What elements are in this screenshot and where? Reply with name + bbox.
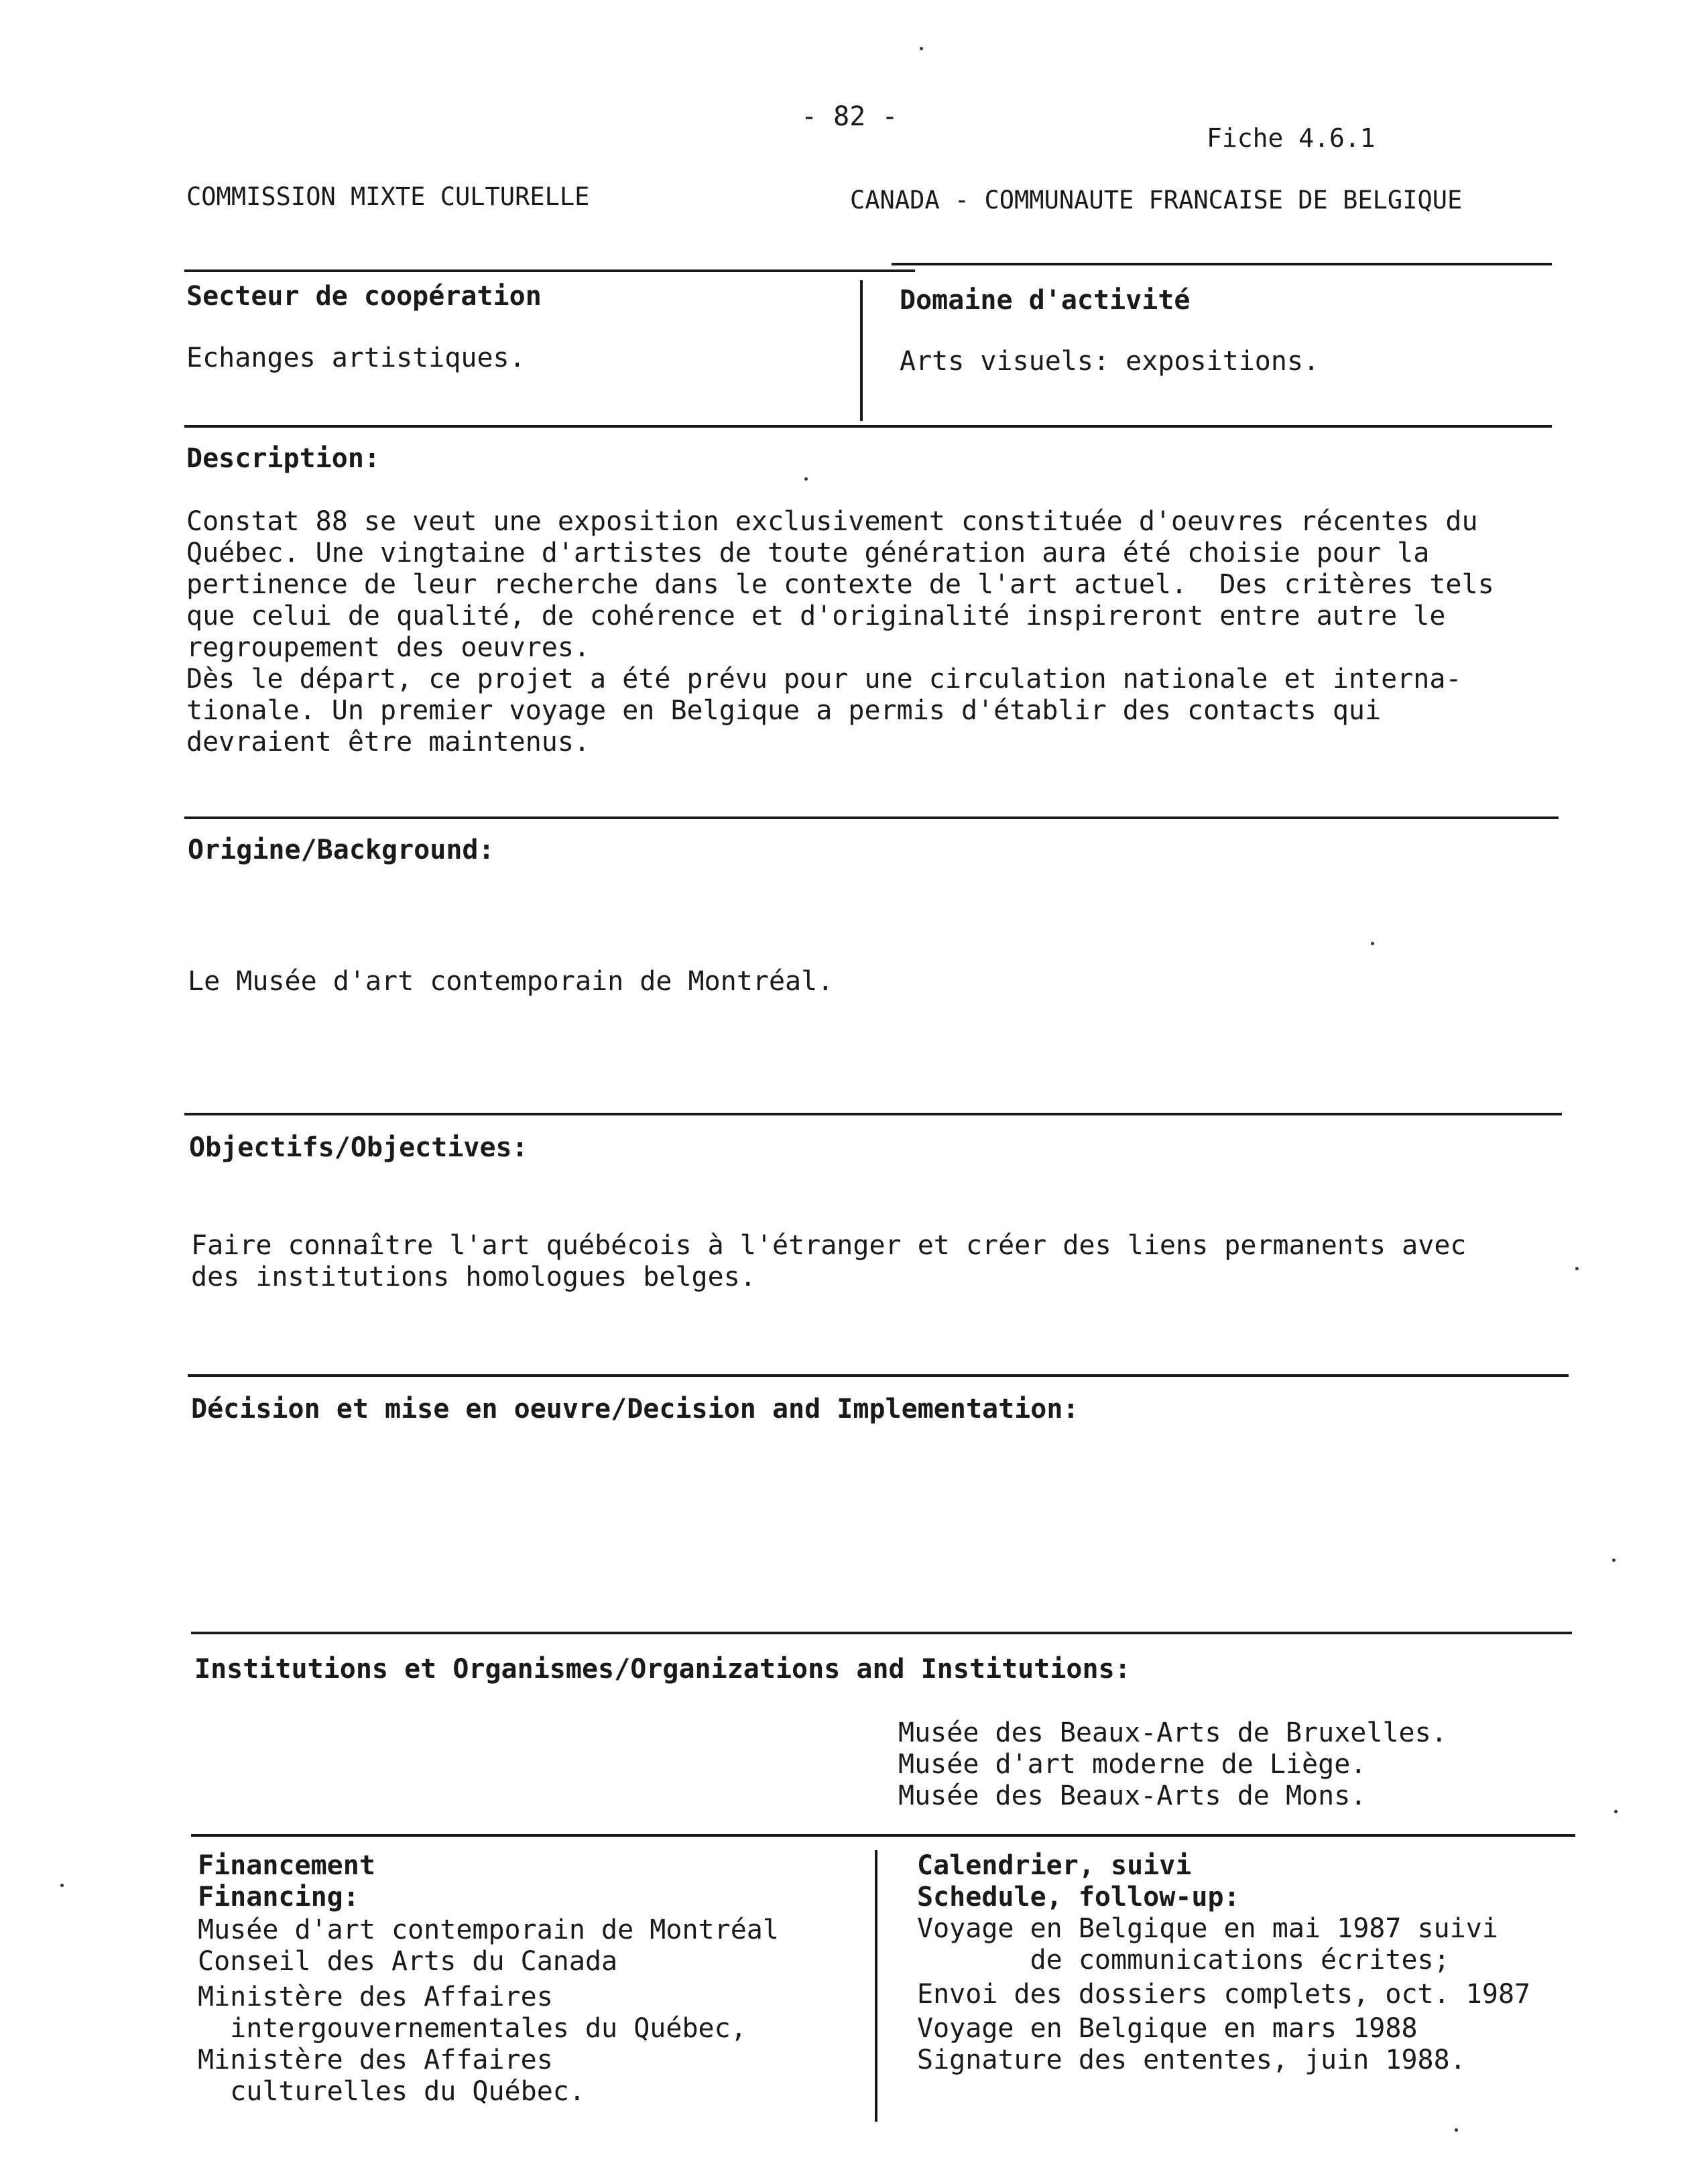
institutions-rule xyxy=(191,1834,1575,1837)
decision-rule xyxy=(191,1632,1572,1634)
decision-label: Décision et mise en oeuvre/Decision and Implementation: xyxy=(191,1394,1079,1424)
description-rule xyxy=(184,816,1559,819)
fiche-number: Fiche 4.6.1 xyxy=(1207,123,1376,153)
origin-rule xyxy=(184,1113,1562,1115)
institutions-label: Institutions et Organismes/Organizations and Institutions: xyxy=(194,1654,1131,1685)
description-line: tionale. Un premier voyage en Belgique a permis d'établir des contacts qui xyxy=(186,695,1382,726)
schedule-block xyxy=(917,1850,1530,2076)
financing-line: Ministère des Affaires xyxy=(198,2045,553,2075)
domain-value: Arts visuels: expositions. xyxy=(900,346,1320,377)
objectives-line: Faire connaître l'art québécois à l'étranger et créer des liens permanents avec xyxy=(191,1230,1467,1261)
financing-label-fr: Financement xyxy=(198,1850,375,1881)
sector-rule xyxy=(184,425,1552,428)
origin-value: Le Musée d'art contemporain de Montréal. xyxy=(188,966,834,997)
institution-item: Musée d'art moderne de Liège. xyxy=(898,1749,1367,1780)
right-title: CANADA - COMMUNAUTE FRANCAISE DE BELGIQUE xyxy=(850,186,1463,215)
left-title: COMMISSION MIXTE CULTURELLE xyxy=(186,182,590,211)
financing-line: Ministère des Affaires xyxy=(198,1982,553,2012)
financing-block xyxy=(198,1850,779,2108)
sector-value: Echanges artistiques. xyxy=(186,343,526,373)
objectives-rule xyxy=(188,1374,1569,1377)
scan-speck xyxy=(1371,942,1374,945)
financing-label-en: Financing: xyxy=(198,1882,359,1913)
description-body xyxy=(186,506,1494,758)
description-label: Description: xyxy=(186,443,380,474)
schedule-line: Voyage en Belgique en mars 1988 xyxy=(917,2013,1418,2044)
scan-speck xyxy=(60,1884,64,1887)
objectives-line: des institutions homologues belges. xyxy=(191,1262,756,1292)
scan-speck xyxy=(1612,1559,1616,1562)
description-line: pertinence de leur recherche dans le contexte de l'art actuel. Des critères tels xyxy=(186,569,1494,600)
institution-item: Musée des Beaux-Arts de Bruxelles. xyxy=(898,1717,1447,1748)
scan-speck xyxy=(1455,2128,1458,2132)
sector-label: Secteur de coopération xyxy=(186,281,542,312)
objectives-label: Objectifs/Objectives: xyxy=(189,1132,528,1163)
origin-label: Origine/Background: xyxy=(188,835,495,865)
description-line: Québec. Une vingtaine d'artistes de toute génération aura été choisie pour la xyxy=(186,538,1430,568)
scan-speck xyxy=(1575,1267,1579,1270)
schedule-label-en: Schedule, follow-up: xyxy=(917,1882,1240,1913)
schedule-line: Envoi des dossiers complets, oct. 1987 xyxy=(917,1979,1531,2010)
description-line: regroupement des oeuvres. xyxy=(186,632,591,663)
schedule-line: Voyage en Belgique en mai 1987 suivi xyxy=(917,1913,1498,1944)
scan-speck xyxy=(804,477,808,481)
scan-speck xyxy=(920,47,923,50)
financing-line: culturelles du Québec. xyxy=(198,2076,585,2107)
description-line: que celui de qualité, de cohérence et d'originalité inspireront entre autre le xyxy=(186,601,1446,631)
header-rule-left xyxy=(184,269,915,272)
financing-schedule-divider xyxy=(875,1850,877,2122)
domain-label: Domaine d'activité xyxy=(900,285,1191,316)
financing-line: Musée d'art contemporain de Montréal xyxy=(198,1915,779,1945)
schedule-label-fr: Calendrier, suivi xyxy=(917,1850,1192,1881)
description-line: Constat 88 se veut une exposition exclusivement constituée d'oeuvres récentes du xyxy=(186,506,1478,537)
financing-line: Conseil des Arts du Canada xyxy=(198,1946,618,1977)
institutions-list xyxy=(898,1717,1447,1812)
description-line: devraient être maintenus. xyxy=(186,727,591,757)
sector-domain-divider xyxy=(860,280,863,421)
description-line: Dès le départ, ce projet a été prévu pour une circulation nationale et interna- xyxy=(186,664,1462,694)
institution-item: Musée des Beaux-Arts de Mons. xyxy=(898,1780,1367,1811)
schedule-line: de communications écrites; xyxy=(917,1945,1450,1976)
objectives-body xyxy=(191,1230,1466,1293)
financing-line: intergouvernementales du Québec, xyxy=(198,2013,747,2044)
header-rule-right xyxy=(892,263,1552,265)
page-number: - 82 - xyxy=(801,101,898,132)
schedule-line: Signature des ententes, juin 1988. xyxy=(917,2045,1466,2075)
scan-speck xyxy=(1614,1810,1618,1813)
